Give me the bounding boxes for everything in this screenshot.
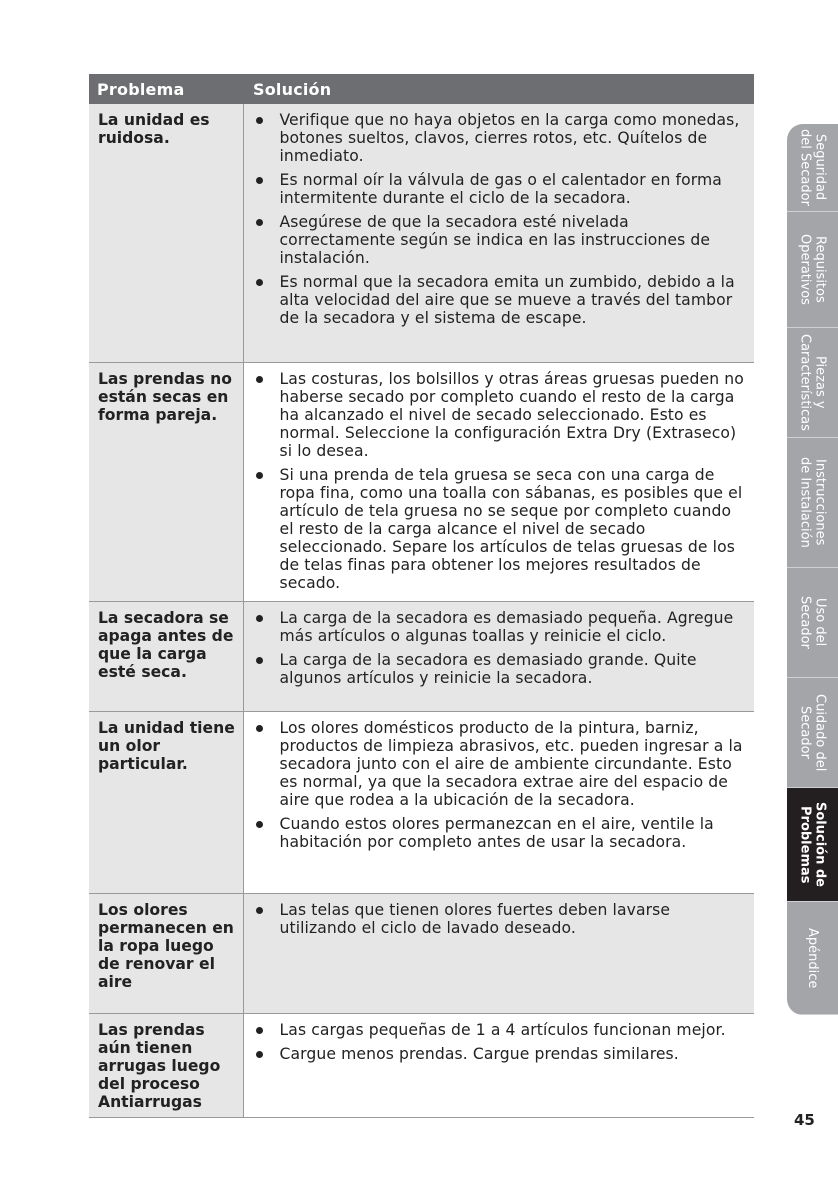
troubleshooting-table — [89, 74, 754, 1118]
solution-list — [244, 370, 747, 592]
solution-cell — [243, 711, 754, 893]
section-tab[interactable] — [787, 678, 838, 788]
solution-item: La carga de la secadora es demasiado pequeña. Agregue más artículos o algunas toallas y reinicie el ciclo. — [244, 609, 747, 645]
table-row — [89, 104, 754, 362]
page-number: 45 — [794, 1111, 815, 1129]
solution-item: Las cargas pequeñas de 1 a 4 artículos funcionan mejor. — [244, 1021, 747, 1039]
solution-cell — [243, 893, 754, 1013]
solution-item: Las telas que tienen olores fuertes deben lavarse utilizando el ciclo de lavado deseado. — [244, 901, 747, 937]
solution-item: Cuando estos olores permanezcan en el aire, ventile la habitación por completo antes de usar la secadora. — [244, 815, 747, 851]
solution-list — [244, 609, 747, 687]
solution-item: Verifique que no haya objetos en la carga como monedas, botones sueltos, clavos, cierres rotos, etc. Quítelos de inmediato. — [244, 111, 747, 165]
section-tab-strip — [787, 124, 838, 1015]
table-row — [89, 362, 754, 601]
solution-list — [244, 719, 747, 851]
solution-cell — [243, 1013, 754, 1117]
table-row — [89, 893, 754, 1013]
section-tab-label: Solución de Problemas — [797, 801, 828, 887]
column-header-solution: Solución — [243, 74, 754, 104]
solution-cell — [243, 362, 754, 601]
section-tab[interactable] — [787, 328, 838, 438]
solution-list — [244, 901, 747, 937]
section-tab-label: Cuidado del Secador — [797, 693, 828, 772]
table-row — [89, 601, 754, 711]
section-tab-label: Piezas y Características — [797, 334, 828, 431]
solution-item: Los olores domésticos producto de la pintura, barniz, productos de limpieza abrasivos, etc. pueden ingresar a la secadora junto con el aire de ambiente circundante. Esto es normal, ya que la secadora extrae aire del espacio de aire que rodea a la ubicación de la secadora. — [244, 719, 747, 809]
column-header-problem: Problema — [89, 74, 243, 104]
table-header-row — [89, 74, 754, 104]
solution-list — [244, 111, 747, 327]
section-tab[interactable] — [787, 124, 838, 212]
section-tab-label: Apéndice — [805, 927, 820, 989]
section-tab[interactable] — [787, 902, 838, 1015]
problem-cell: Las prendas aún tienen arrugas luego del proceso Antiarrugas — [89, 1013, 243, 1117]
problem-cell: La unidad es ruidosa. — [89, 104, 243, 362]
section-tab-label: Instrucciones de Instalación — [797, 457, 828, 548]
table-body — [89, 104, 754, 1117]
solution-item: Cargue menos prendas. Cargue prendas similares. — [244, 1045, 747, 1063]
section-tab[interactable] — [787, 212, 838, 328]
section-tab-label: Seguridad del Secador — [797, 129, 828, 206]
solution-cell — [243, 601, 754, 711]
solution-list — [244, 1021, 747, 1063]
problem-cell: Las prendas no están secas en forma pareja. — [89, 362, 243, 601]
solution-cell — [243, 104, 754, 362]
section-tab-label: Requisitos Operativos — [797, 234, 828, 305]
section-tab[interactable] — [787, 788, 838, 902]
problem-cell: Los olores permanecen en la ropa luego de renovar el aire — [89, 893, 243, 1013]
table-row — [89, 711, 754, 893]
solution-item: La carga de la secadora es demasiado grande. Quite algunos artículos y reinicie la secadora. — [244, 651, 747, 687]
solution-item: Es normal oír la válvula de gas o el calentador en forma intermitente durante el ciclo de la secadora. — [244, 171, 747, 207]
section-tab[interactable] — [787, 568, 838, 678]
solution-item: Es normal que la secadora emita un zumbido, debido a la alta velocidad del aire que se mueve a través del tambor de la secadora y el sistema de escape. — [244, 273, 747, 327]
solution-item: Las costuras, los bolsillos y otras áreas gruesas pueden no haberse secado por completo cuando el resto de la carga ha alcanzado el nivel de secado seleccionado. Esto es normal. Seleccione la configuración Extra Dry (Extraseco) si lo desea. — [244, 370, 747, 460]
section-tab-label: Uso del Secador — [797, 596, 828, 649]
section-tab[interactable] — [787, 438, 838, 568]
problem-cell: La unidad tiene un olor particular. — [89, 711, 243, 893]
solution-item: Si una prenda de tela gruesa se seca con una carga de ropa fina, como una toalla con sábanas, es posibles que el artículo de tela gruesa no se seque por completo cuando el resto de la carga alcance el nivel de secado seleccionado. Separe los artículos de telas gruesas de los de telas finas para obtener los mejores resultados de secado. — [244, 466, 747, 592]
solution-item: Asegúrese de que la secadora esté nivelada correctamente según se indica en las instrucciones de instalación. — [244, 213, 747, 267]
problem-cell: La secadora se apaga antes de que la carga esté seca. — [89, 601, 243, 711]
table-row — [89, 1013, 754, 1117]
